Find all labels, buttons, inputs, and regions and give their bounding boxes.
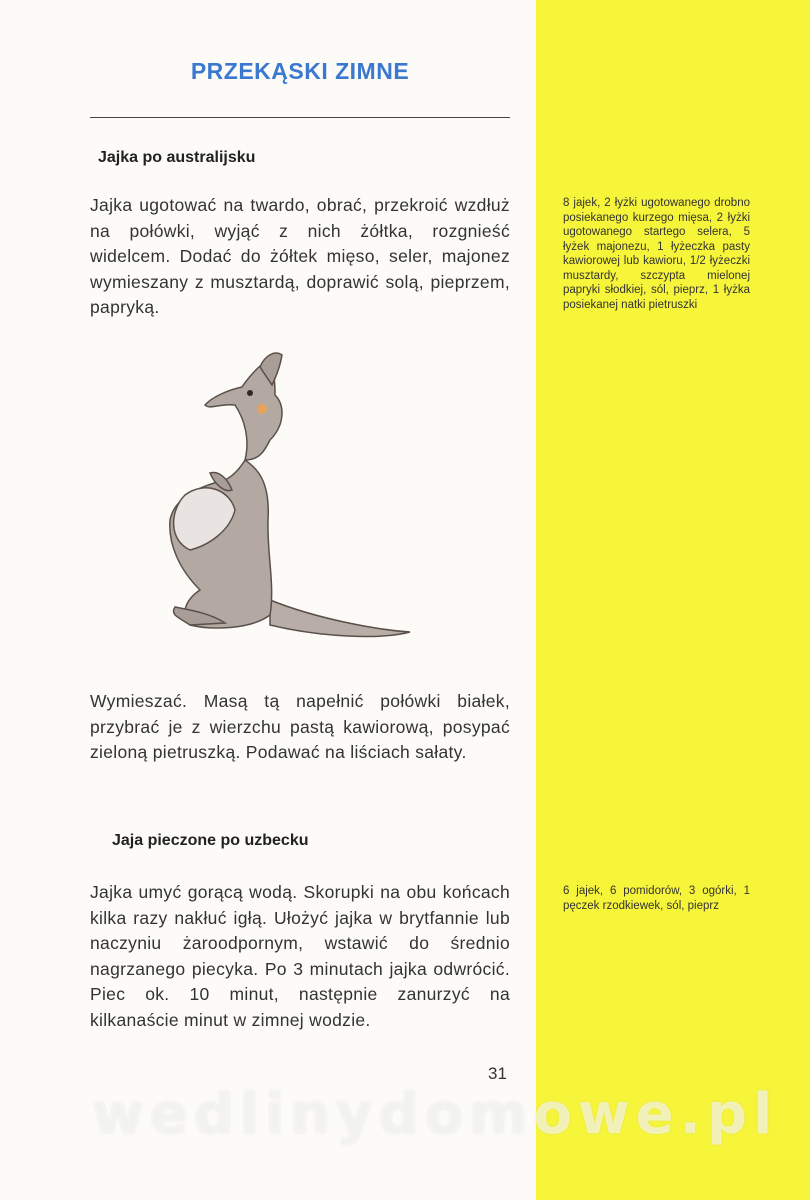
recipe-2-heading: Jaja pieczone po uzbecku (112, 832, 309, 849)
page-number: 31 (488, 1064, 507, 1083)
kangaroo-cheek (257, 404, 267, 414)
recipe-1-instructions-part-2: Wymieszać. Masą tą napełnić połówki białek, przybrać je z wierzchu pastą kawiorową, posypać zieloną pietruszką. Podawać na liściach sałaty. (90, 691, 510, 762)
title-divider (90, 117, 510, 118)
page-title: PRZEKĄSKI ZIMNE (190, 58, 410, 84)
watermark: wedlinydomowe.pl (92, 1082, 779, 1147)
recipe-1-instructions-part-1: Jajka ugotować na twardo, obrać, przekroić wzdłuż na połówki, wyjąć z nich żółtka, rozgnieść widelcem. Dodać do żółtek mięso, seler, majonez wymieszany z musztardą, doprawić solą, pieprzem, papryką. (90, 195, 510, 317)
recipe-2-ingredients: 6 jajek, 6 pomidorów, 3 ogórki, 1 pęczek rzodkiewek, sól, pieprz (563, 885, 750, 912)
recipe-1-ingredients: 8 jajek, 2 łyżki ugotowanego drobno posiekanego kurzego mięsa, 2 łyżki ugotowanego startego selera, 5 łyżek majonezu, 1 łyżeczka pasty kawiorowej lub kawioru, 1/2 łyżeczki musztardy, szczypta mielonej papryki słodkiej, sól, pieprz, 1 łyżka posiekanej natki pietruszki (563, 197, 750, 311)
recipe-1-heading: Jajka po australijsku (98, 149, 256, 166)
kangaroo-illustration (150, 345, 420, 650)
kangaroo-tail (270, 600, 410, 636)
recipe-2-instructions: Jajka umyć gorącą wodą. Skorupki na obu końcach kilka razy nakłuć igłą. Ułożyć jajka w brytfannie lub naczyniu żaroodpornym, wstawić do średnio nagrzanego piecyka. Po 3 minutach jajka odwrócić. Piec ok. 10 minut, następnie zanurzyć na kilkanaście minut w zimnej wodzie. (90, 882, 510, 1030)
kangaroo-eye (247, 390, 253, 396)
ingredients-sidebar-band (536, 0, 810, 1200)
